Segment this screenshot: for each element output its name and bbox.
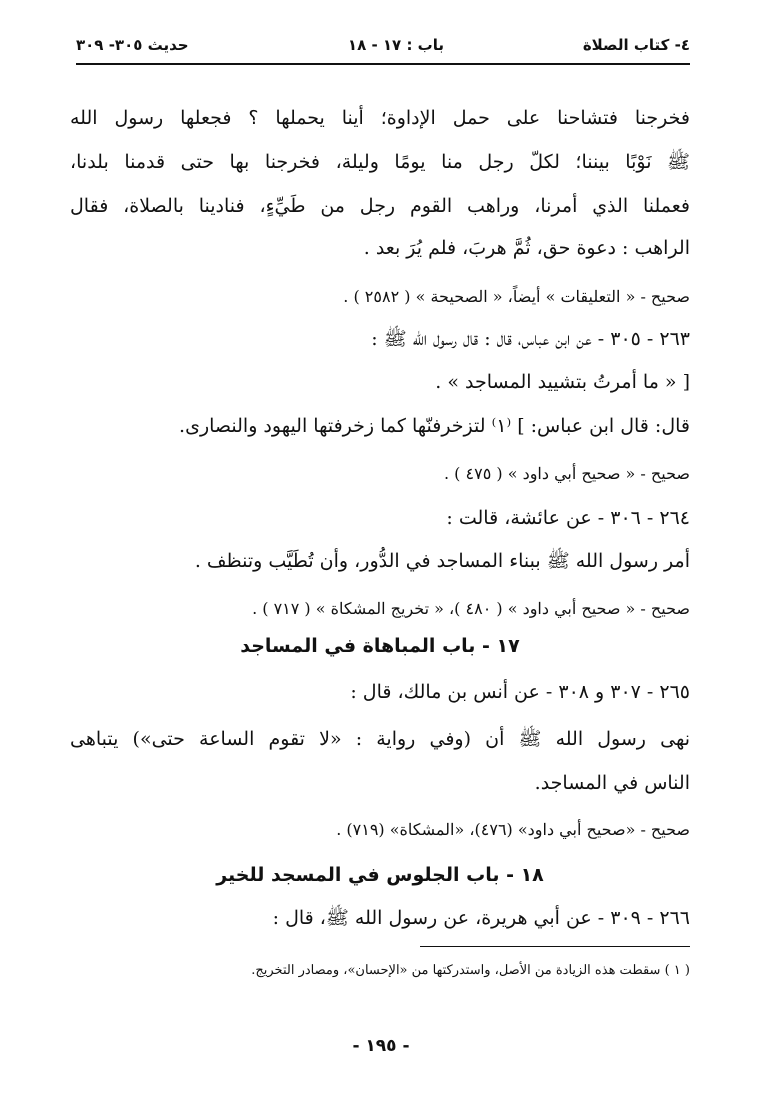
page-number: - ١٩٥ - [352,1036,410,1056]
hadith-264-intro: ٢٦٤ - ٣٠٦ - عن عائشة، قالت : [446,507,690,529]
grading-line: صحيح - «صحيح أبي داود» (٤٧٦)، «المشكاة» (٧١٩) . [336,820,690,839]
chapter-heading-18: ١٨ - باب الجلوس في المسجد للخير [216,864,544,886]
hadith-265-intro: ٢٦٥ - ٣٠٧ و ٣٠٨ - عن أنس بن مالك، قال : [350,681,690,703]
grading-line: صحيح - « صحيح أبي داود » ( ٤٨٠ )، « تخريج المشكاة » ( ٧١٧ ) . [252,599,690,618]
hadith-263-text: [ « ما أمرتُ بتشييد المساجد » . [435,371,690,393]
running-header [76,34,690,60]
header-book-title: ٤- كتاب الصلاة [582,36,690,54]
chapter-heading-17: ١٧ - باب المباهاة في المساجد [240,635,520,657]
hadith-265-text: الناس في المساجد. [534,772,690,794]
hadith-266-intro: ٢٦٦ - ٣٠٩ - عن أبي هريرة، عن رسول الله ﷺ، قال : [272,907,690,929]
footnote-divider [420,946,690,947]
grading-line: صحيح - « صحيح أبي داود » ( ٤٧٥ ) . [444,464,690,483]
footnote: ( ١ ) سقطت هذه الزيادة من الأصل، واستدركتها من «الإحسان»، ومصادر التخريج. [251,963,690,978]
header-divider [76,63,690,65]
hadith-263-intro: ٢٦٣ - ٣٠٥ - عن ابن عباس، قال : قال رسول الله ﷺ : [371,328,690,350]
header-hadith-range: حديث ٣٠٥- ٣٠٩ [76,36,189,54]
hadith-263-ibn-abbas: قال: قال ابن عباس: ] ⁽١⁾ لتزخرفنّها كما زخرفتها اليهود والنصارى. [179,415,690,437]
grading-line: صحيح - « التعليقات » أيضاً، « الصحيحة » ( ٢٥٨٢ ) . [343,287,690,306]
paragraph-line: فخرجنا فتشاحنا على حمل الإداوة؛ أينا يحملها ؟ فجعلها رسول الله [70,107,690,129]
paragraph-line: ﷺ نَوْبًا بيننا؛ لكلّ رجل منا يومًا وليلة، فخرجنا بها حتى قدمنا بلدنا، [70,151,690,173]
hadith-265-text: نهى رسول الله ﷺ أن (وفي رواية : «لا تقوم الساعة حتى») يتباهى [70,728,690,750]
hadith-264-text: أمر رسول الله ﷺ ببناء المساجد في الدُّور، وأن تُطَيَّب وتنظف . [194,550,690,572]
paragraph-line: الراهب : دعوة حق، ثُمَّ هربَ، فلم يُرَ بعد . [363,237,690,259]
paragraph-line: فعملنا الذي أمرنا، وراهب القوم رجل من طَيِّءٍ، فنادينا بالصلاة، فقال [70,195,690,217]
header-chapter-range: باب : ١٧ - ١٨ [347,36,444,54]
